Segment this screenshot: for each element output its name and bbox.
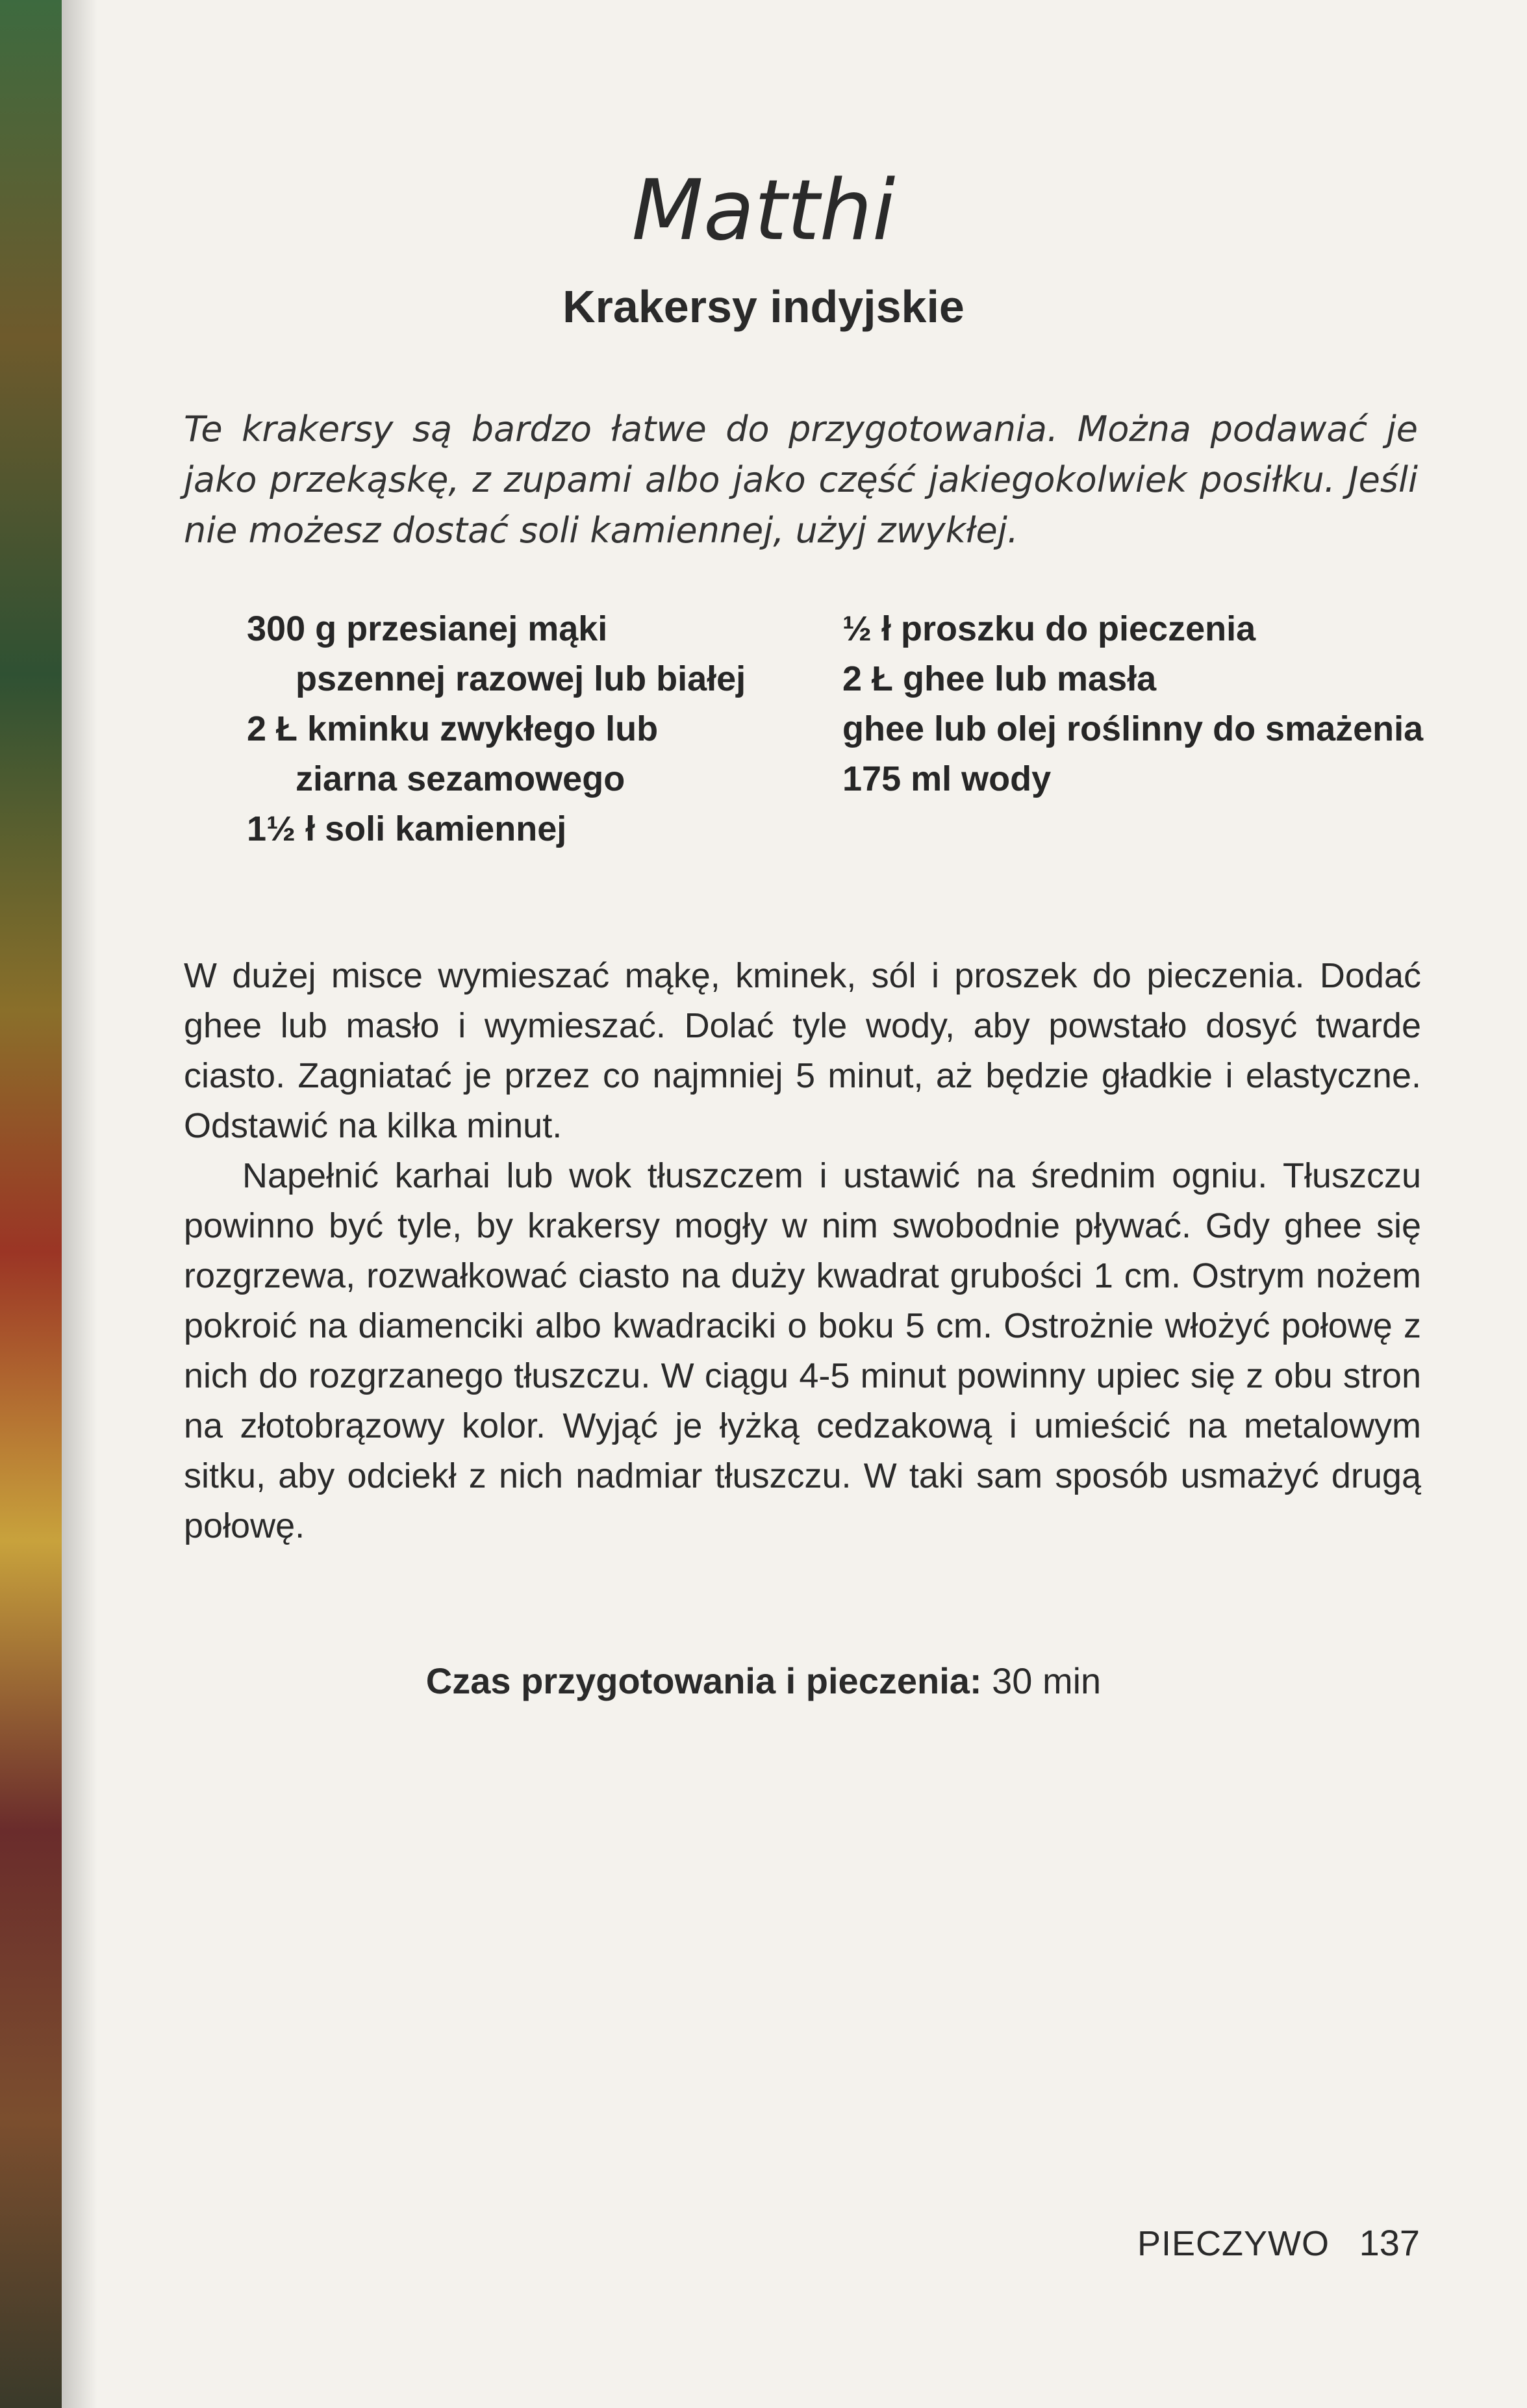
method-paragraph: W dużej misce wymieszać mąkę, kminek, sól i proszek do pieczenia. Dodać ghee lub masło i wymieszać. Dolać tyle wody, aby powstało dosyć twarde ciasto. Zagniatać je przez co najmniej 5 minut, aż będzie gładkie i elastyczne. Odstawić na kilka minut. [184,956,1421,1145]
recipe-intro: Te krakersy są bardzo łatwe do przygotowania. Można podawać je jako przekąskę, z zupami albo jako część jakiegokolwiek posiłku. Jeśli nie możesz dostać soli kamiennej, użyj zwykłej. [184,409,1418,551]
page-footer [1137,2222,1420,2264]
recipe-title: Matthi [631,162,896,259]
ingredient-item: ½ ł proszku do pieczenia [842,609,1256,648]
preparation-time-label: Czas przygotowania i pieczenia: [425,1660,982,1701]
ingredient-item: 1½ ł soli kamiennej [247,809,567,848]
ingredient-item: 2 Ł ghee lub masła [842,659,1157,698]
ingredients-right-column [842,604,1427,804]
book-binding-edge [0,0,62,2408]
page-number: 137 [1359,2222,1420,2263]
preparation-time-value: 30 min [992,1660,1102,1701]
ingredients-left-column [247,604,766,854]
method-paragraph: Napełnić karhai lub wok tłuszczem i ustawić na średnim ogniu. Tłuszczu powinno być tyle, by krakersy mogły w nim swobodnie pływać. Gdy ghee się rozgrzewa, rozwałkować ciasto na duży kwadrat grubości 1 cm. Ostrym nożem pokroić na diamenciki albo kwadraciki o boku 5 cm. Ostrożnie włożyć połowę z nich do rozgrzanego tłuszczu. W ciągu 4-5 minut powinny upiec się z obu stron na złotobrązowy kolor. Wyjąć je łyżką cedzakową i umieścić na metalowym sitku, aby odciekł z nich nadmiar tłuszczu. W taki sam sposób usmażyć drugą połowę. [184,1156,1421,1545]
preparation-time [0,1660,1527,1702]
section-name: PIECZYWO [1137,2224,1330,2263]
ingredient-item: 2 Ł kminku zwykłego lub ziarna sezamowego [247,709,659,798]
recipe-method [184,951,1421,1551]
recipe-subtitle: Krakersy indyjskie [562,281,965,332]
ingredient-item: ghee lub olej roślinny do smażenia [842,709,1424,748]
ingredient-item: 300 g przesianej mąki pszennej razowej lub białej [247,609,746,698]
ingredient-item: 175 ml wody [842,759,1052,798]
